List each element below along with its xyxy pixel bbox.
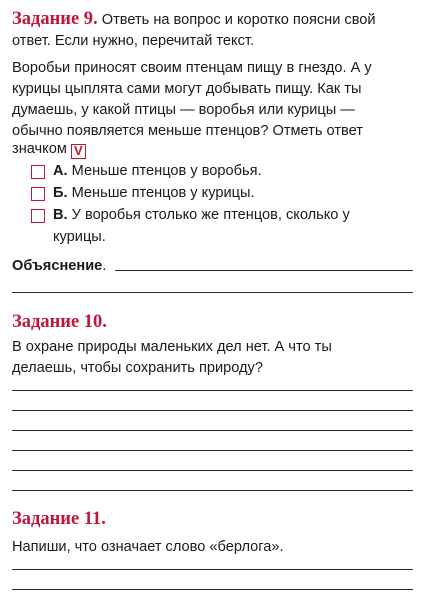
option-c-letter: В. [53,207,68,223]
task10-text-line2: делаешь, чтобы сохранить природу? [12,360,263,376]
task10-answer-line-4[interactable] [12,450,413,451]
task10-text-line1: В охране природы маленьких дел нет. А что ты [12,339,332,355]
explanation-row [12,256,106,277]
option-b-letter: Б. [53,185,68,201]
task10-answer-line-1[interactable] [12,390,413,391]
explanation-answer-line-2[interactable] [12,292,413,293]
option-c-text: У воробья столько же птенцов, сколько у [71,207,350,223]
task9-text-line4: обычно появляется меньше птенцов? Отметь ответ [12,123,363,139]
explanation-label: Объяснение [12,258,103,274]
explanation-answer-line-1[interactable] [115,270,413,271]
task9-text-line2: курицы цыплята сами могут добывать пищу. Как ты [12,81,362,97]
task9-text-line3: думаешь, у какой птицы — воробья или курицы — [12,102,355,118]
task9-instruction-line1: Ответь на вопрос и коротко поясни свой [101,12,376,28]
option-b-text: Меньше птенцов у курицы. [71,185,255,201]
task11-answer-line-2[interactable] [12,589,413,590]
task9-mark-prompt: значком [12,141,67,157]
option-c [53,205,423,226]
option-b-checkbox[interactable] [31,187,45,201]
task11-text: Напиши, что означает слово «берлога». [12,539,284,555]
task11-title: Задание 11. [12,509,106,529]
option-a-letter: А. [53,163,68,179]
explanation-dot: . [102,258,107,274]
task11-answer-line-1[interactable] [12,569,413,570]
task10-answer-line-6[interactable] [12,490,413,491]
task9-title: Задание 9. [12,9,98,29]
task9-header [12,9,422,31]
task10-title: Задание 10. [12,312,107,332]
task9-instruction-line2: ответ. Если нужно, перечитай текст. [12,33,254,49]
option-c-text-line2: курицы. [53,229,106,245]
option-b [53,183,255,204]
option-a-text: Меньше птенцов у воробья. [71,163,262,179]
task9-mark-prompt-row [12,139,86,160]
option-c-checkbox[interactable] [31,209,45,223]
checkmark-sample-icon: V [71,144,86,159]
option-a-checkbox[interactable] [31,165,45,179]
option-a [53,161,262,182]
task10-answer-line-2[interactable] [12,410,413,411]
task9-text-line1: Воробьи приносят своим птенцам пищу в гнездо. А у [12,60,372,76]
task10-answer-line-5[interactable] [12,470,413,471]
task10-answer-line-3[interactable] [12,430,413,431]
